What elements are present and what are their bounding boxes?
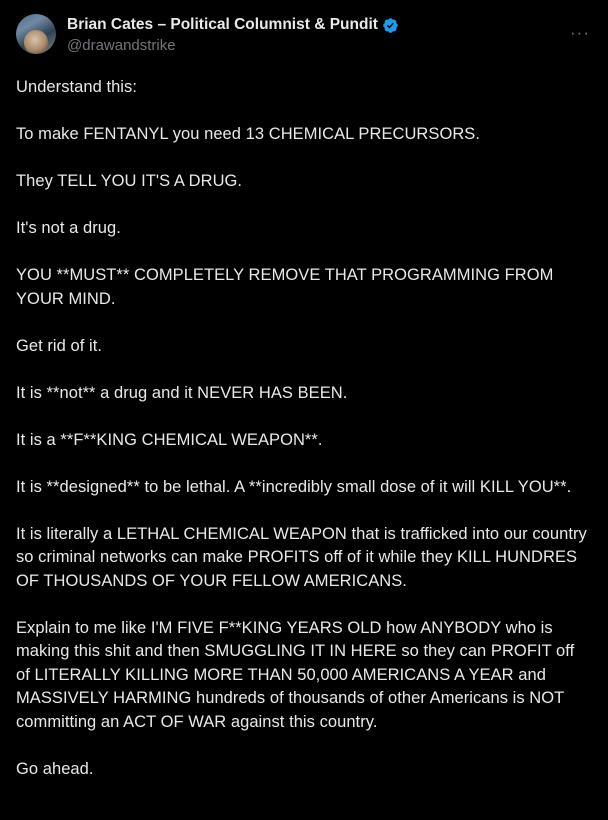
tweet-paragraph: It's not a drug. [16,219,121,237]
tweet-paragraph: It is **designed** to be lethal. A **incredibly small dose of it will KILL YOU**. [16,477,572,496]
verified-badge-icon [382,17,399,34]
author-handle[interactable]: @drawandstrike [67,37,176,54]
tweet-paragraph: They TELL YOU IT'S A DRUG. [16,172,243,190]
tweet-paragraph: To make FENTANYL you need 13 CHEMICAL PRECURSORS. [16,125,480,143]
tweet-paragraph: Go ahead. [16,759,94,778]
tweet-paragraph: Get rid of it. [16,336,102,355]
author-display-name[interactable]: Brian Cates – Political Columnist & Pundit [67,16,378,33]
tweet-paragraph: It is **not** a drug and it NEVER HAS BEEN. [16,383,348,402]
author-name-row [67,15,399,35]
tweet-paragraph: Understand this: [16,78,137,96]
tweet-header [16,14,592,66]
tweet-paragraph: It is literally a LETHAL CHEMICAL WEAPON that is trafficked into our country so criminal networks can make PROFITS off of it while they KILL HUNDRES OF THOUSANDS OF YOUR FELLOW AMERICANS. [16,524,587,590]
author-info [67,14,399,56]
tweet-paragraph: YOU **MUST** COMPLETELY REMOVE THAT PROGRAMMING FROM YOUR MIND. [16,266,554,308]
avatar[interactable] [16,14,56,54]
tweet-text [16,76,592,781]
tweet-paragraph: Explain to me like I'M FIVE F**KING YEARS OLD how ANYBODY who is making this shit and then SMUGGLING IT IN HERE so they can PROFIT off of LITERALLY KILLING MORE THAN 50,000 AMERICANS A YEAR and MASSIVELY HARMING hundreds of thousands of other Americans is NOT committing an ACT OF WAR against this country. [16,618,575,731]
more-options-icon[interactable]: ··· [570,22,590,42]
tweet-paragraph: It is a **F**KING CHEMICAL WEAPON**. [16,430,323,449]
